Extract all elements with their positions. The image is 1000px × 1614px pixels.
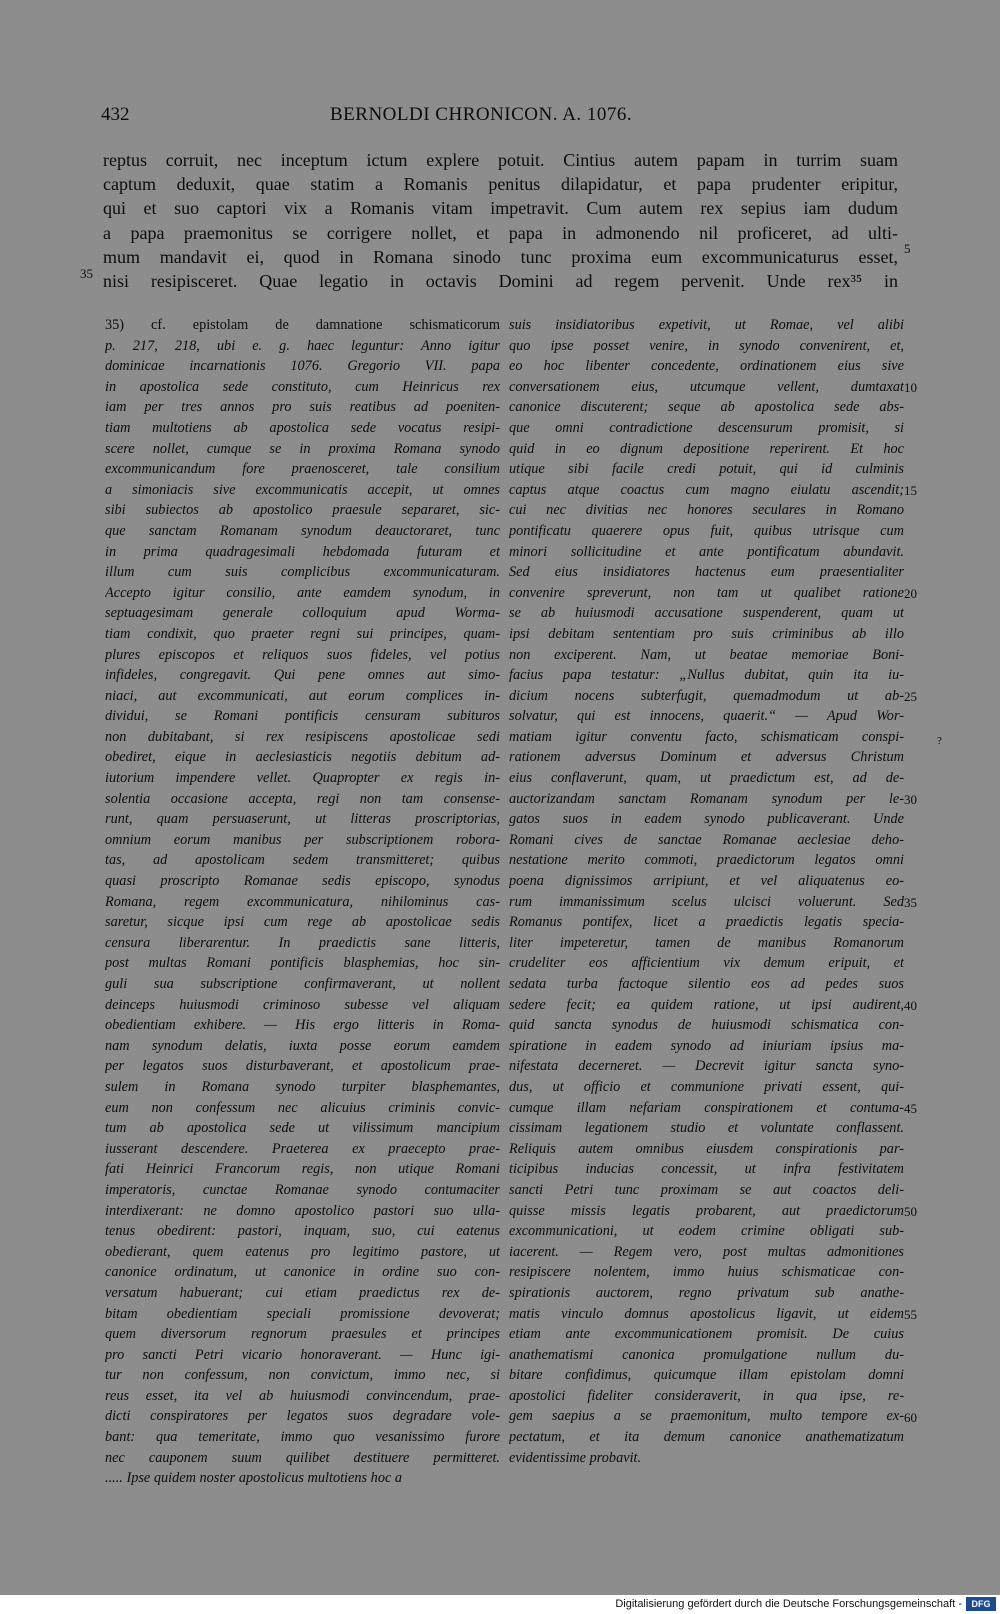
footnote-line: minori sollicitudine et ante pontificatum abundavit. xyxy=(509,543,904,560)
footnote-line: sedere fecit; ea quidem ratione, ut ipsi audirent, xyxy=(509,996,904,1013)
footnote-line: scere nollet, cumque se in proxima Romana synodo xyxy=(105,440,500,457)
footnote-line: crudeliter eos afficientium vix demum eripuit, et xyxy=(509,955,904,972)
footnote-line: per legatos suos disturbaverant, et apostolicum prae- xyxy=(105,1058,500,1075)
footnote-line: dicti conspiratores per legatos suos degradare vole- xyxy=(105,1408,500,1425)
footnote-line: que omni contradictione descensurum promisit, si xyxy=(509,419,904,436)
footnote-line: nec cauponem suum quilibet destituere permitteret. xyxy=(105,1449,500,1466)
footnote-line: dus, ut officio et communione privati essent, qui- xyxy=(509,1078,904,1095)
footnote-line: solentia occasione accepta, regi non tam consense- xyxy=(105,790,500,807)
footnote-line: in prima quadragesimali hebdomada futuram et xyxy=(105,543,500,560)
footnote-line: cissimam legationem studio et voluntate conflassent. xyxy=(509,1120,904,1137)
footnote-line: nifestata decerneret. — Decrevit igitur sancta syno- xyxy=(509,1058,904,1075)
footnote-line: gem saepius a se praemonitum, multo tempore ex- xyxy=(509,1408,904,1425)
footnote-line: spiratione in eadem synodo ad iniuriam ipsius ma- xyxy=(509,1037,904,1054)
margin-line-number: 30 xyxy=(904,791,917,807)
footnote-line: iacerent. — Regem vero, post multas admonitiones xyxy=(509,1243,904,1260)
footnote-line: facius papa testatur: „Nullus dubitat, quin ita iu- xyxy=(509,667,904,684)
footnote-line: ipsi debitam sententiam pro suis criminibus ab illo xyxy=(509,625,904,642)
footnote-line: in apostolica sede constituto, cum Heinricus rex xyxy=(105,378,500,395)
footnote-line: runt, quam persuaserunt, ut litteras proscriptorias, xyxy=(105,811,500,828)
footnote-column-left xyxy=(105,315,500,1489)
footnote-line: suis insidiatoribus expetivit, ut Romae, vel alibi xyxy=(509,317,904,333)
footnote-line: tenus obedirent: pastori, inquam, suo, cui eatenus xyxy=(105,1223,500,1240)
footnote-line: reus esset, ita vel ab huiusmodi convincendum, prae- xyxy=(105,1387,500,1404)
footnote-line: quid sancta synodus de huiusmodi schismatica con- xyxy=(509,1017,904,1034)
footnote-line: illum cum suis complicibus excommunicaturam. xyxy=(105,564,500,581)
footnote-line: sancti Petri tunc proximam se aut coactos deli- xyxy=(509,1181,904,1198)
footnote-line: captus atque coactus cum magno eiulatu ascendit; xyxy=(509,481,904,498)
footnote-line: bant: qua temeritate, immo quo vesanissimo furore xyxy=(105,1429,500,1446)
footnote-line: septuagesimam generale colloquium apud Worma- xyxy=(105,605,500,622)
footnote-line: dicium nocens subterfugit, quemadmodum ut ab- xyxy=(509,687,904,704)
footnote-line: quid in eo dignum depositione reperirent. Et hoc xyxy=(509,440,904,457)
margin-number-left: 35 xyxy=(80,266,93,281)
footnote-line: matis vinculo domnus apostolicus ligavit, ut eidem xyxy=(509,1305,904,1322)
footnote-line: matiam igitur conventu facto, schismaticam conspi- xyxy=(509,728,904,745)
footnote-line: plures episcopos et reliquos suos fideles, vel potius xyxy=(105,646,500,663)
footnote-line: deinceps huiusmodi criminoso subesse vel aliquam xyxy=(105,996,500,1013)
main-text-line: a papa praemonitus se corrigere nollet, et papa in admonendo nil proficeret, ad ulti- xyxy=(103,222,898,243)
footnote-line: ticipibus inducias concessit, ut infra festivitatem xyxy=(509,1161,904,1178)
margin-line-number: 60 xyxy=(904,1409,917,1425)
footnote-line: iutorium impendere vellet. Quapropter ex regis in- xyxy=(105,770,500,787)
footnote-line: resipiscere nolentem, immo huius schismaticae con- xyxy=(509,1264,904,1281)
footnote-line: versatum habuerant; cui etiam praedictus rex de- xyxy=(105,1284,500,1301)
footnote-line: obediret, eique in aeclesiasticis negotiis debitum ad- xyxy=(105,749,500,766)
footnote-line: quasi proscripto Romanae sedis episcopo, synodus xyxy=(105,873,500,890)
footnote-column-right xyxy=(509,315,904,1468)
footnote-line: quem diversorum regnorum praesules et principes xyxy=(105,1326,500,1343)
margin-number-right: 5 xyxy=(904,241,911,256)
footnote-line: liter impeteretur, tamen de manibus Romanorum xyxy=(509,934,904,951)
footnote-line: guli sua subscriptione confirmaverant, ut nollent xyxy=(105,976,500,992)
page-header xyxy=(0,104,1000,130)
footer-bar xyxy=(0,1595,1000,1614)
footnote-line: poena dignissimos arripiunt, et vel aliquatenus eo- xyxy=(509,873,904,890)
footnote-line: sedata turba factoque silentio eos ad pedes suos xyxy=(509,976,904,992)
footnote-line: quo ipse posset venire, in synodo convenirent, et, xyxy=(509,337,904,354)
main-text-line: nisi resipisceret. Quae legatio in octavis Domini ad regem pervenit. Unde rex³⁵ in xyxy=(103,270,898,291)
footnote-line: infideles, congregavit. Qui pene omnes aut simo- xyxy=(105,667,500,684)
footnote-line: sibi subiectos ab apostolico praesule separaret, sic- xyxy=(105,502,500,519)
margin-line-number: 10 xyxy=(904,379,917,395)
running-title: BERNOLDI CHRONICON. A. 1076. xyxy=(330,104,633,125)
footnote-line: saretur, sicque ipsi cum rege ab apostolicae sedis xyxy=(105,914,500,931)
footnote-line: gatos suos in eadem synodo publicaverant. Unde xyxy=(509,811,904,828)
footnote-line: conversationem eius, utcumque vellent, dumtaxat xyxy=(509,378,904,395)
footnote-line: interdixerant: ne domno apostolico pastori suo ulla- xyxy=(105,1202,500,1219)
footnote-line: tum ab apostolica sede ut vilissimum mancipium xyxy=(105,1120,500,1137)
footnote-line: cui nec divitias nec honores seculares in Romano xyxy=(509,502,904,519)
footnote-line: Romanus pontifex, licet a praedictis legatis specia- xyxy=(509,914,904,931)
footnote-line: dividui, se Romani pontificis censuram subituros xyxy=(105,708,500,725)
footnote-line: iusserant descendere. Praeterea ex praecepto prae- xyxy=(105,1140,500,1157)
footnote-line: tiam condixit, quo praeter regni sui principes, quam- xyxy=(105,625,500,642)
margin-mark: ? xyxy=(937,735,942,747)
footnote-line: fati Heinrici Francorum regis, non utique Romani xyxy=(105,1161,500,1178)
footnote-line: pectatum, et ita demum canonice anathematizatum xyxy=(509,1429,904,1446)
main-text-line: captum deduxit, quae statim a Romanis penitus dilapidatur, et papa prudenter eripitur, xyxy=(103,174,898,195)
footnote-line: tas, ad apostolicam sedem transmitteret; quibus xyxy=(105,852,500,869)
footnote-line: quisse missis legatis probarent, aut praedictorum xyxy=(509,1202,904,1219)
footnote-line: iam per tres annos pro suis reatibus ad poeniten- xyxy=(105,399,500,416)
footnote-line: canonice ordinatum, ut canonice in ordine suo con- xyxy=(105,1264,500,1281)
footnote-line: niaci, aut excommunicati, aut eorum complices in- xyxy=(105,687,500,704)
footnote-line: omnium eorum manibus per subscriptionem robora- xyxy=(105,831,500,848)
margin-line-number: 20 xyxy=(904,585,917,601)
footnote-line: eius conflaverunt, quam, ut praedictum est, ad de- xyxy=(509,770,904,787)
margin-line-number: 55 xyxy=(904,1306,917,1322)
footnote-line: sulem in Romana synodo turpiter blasphemantes, xyxy=(105,1078,500,1095)
footnote-line: post multas Romani pontificis blasphemias, hoc sin- xyxy=(105,955,500,972)
footnote-line: tiam multotiens ab apostolica sede vocatus resipi- xyxy=(105,419,500,436)
footnote-line: anathematismi canonica promulgatione nullum du- xyxy=(509,1346,904,1363)
footnote-line: nam synodum delatis, iuxta posse eorum eamdem xyxy=(105,1037,500,1054)
footnote-line: nestatione merito commoti, praedictorum legatos omni xyxy=(509,852,904,869)
dfg-logo: DFG xyxy=(966,1597,996,1611)
footnote-line: ..... Ipse quidem noster apostolicus multotiens hoc a xyxy=(105,1470,403,1487)
footnote-line: eo hoc libenter concedente, ordinationem eius sive xyxy=(509,358,904,375)
footnote-line: apostolici fideliter consideraverit, in qua ipse, re- xyxy=(509,1387,904,1404)
footnote-line: se ab huiusmodi accusatione suspenderent, quam ut xyxy=(509,605,904,622)
footnote-line: a simoniacis sive excommunicatis accepit, ut omnes xyxy=(105,481,500,498)
footnote-line: eum non confessum nec alicuius criminis convic- xyxy=(105,1099,500,1116)
footnote-line: imperatoris, cunctae Romanae synodo contumaciter xyxy=(105,1181,500,1198)
footnote-line: convenire spreverunt, non tam ut qualibet ratione xyxy=(509,584,904,601)
footnote-line: excommunicationi, ut eodem crimine obligati sub- xyxy=(509,1223,904,1240)
footnote-line: p. 217, 218, ubi e. g. haec leguntur: Anno igitur xyxy=(105,337,500,354)
page-number: 432 xyxy=(101,104,130,125)
footnote-line: Reliquis autem omnibus eiusdem conspirationis par- xyxy=(509,1140,904,1157)
footnote-line: utique sibi facile credi potuit, qui id culminis xyxy=(509,461,904,478)
footnote-line: canonice discuterent; seque ab apostolica sede abs- xyxy=(509,399,904,416)
footnote-line: bitare confidimus, quicumque illam epistolam domni xyxy=(509,1367,904,1384)
footnote-line: auctorizandam sanctam Romanam synodum per le- xyxy=(509,790,904,807)
main-text-block xyxy=(103,148,898,293)
footnote-line: censura liberarentur. In praedictis sane litteris, xyxy=(105,934,500,951)
footnote-line: Romani cives de sanctae Romanae aeclesiae deho- xyxy=(509,831,904,848)
margin-line-number: 15 xyxy=(904,482,917,498)
main-text-line: reptus corruit, nec inceptum ictum explere potuit. Cintius autem papam in turrim suam xyxy=(103,150,898,170)
footnote-line: obedierant, quem eatenus pro legitimo pastore, ut xyxy=(105,1243,500,1260)
footnote-line: evidentissime probavit. xyxy=(509,1449,642,1466)
footnote-line: Accepto igitur consilio, ante eamdem synodum, in xyxy=(105,584,500,601)
footnote-line: que sanctam Romanam synodum deauctoraret, tunc xyxy=(105,522,500,539)
main-text-line: mum mandavit ei, quod in Romana sinodo tunc proxima eum excommunicaturus esset, xyxy=(103,246,898,267)
footnote-line: excommunicandum fore praenosceret, tale consilium xyxy=(105,461,500,478)
footnote-line: pontificatu quaerere opus fuit, quibus utrisque cum xyxy=(509,522,904,539)
footnote-line: Romana, regem excommunicatura, nihilominus cas- xyxy=(105,893,500,910)
digitization-credit: Digitalisierung gefördert durch die Deutsche Forschungsgemeinschaft - xyxy=(615,1598,962,1610)
footnote-line: non dubitabant, si rex resipiscens apostolicae sedi xyxy=(105,728,500,745)
footnote-line: solvatur, qui est innocens, quaerit.“ — Apud Wor- xyxy=(509,708,904,725)
margin-line-number: 35 xyxy=(904,894,917,910)
main-text-line: qui et suo captori vix a Romanis vitam impetravit. Cum autem rex sepius iam dudum xyxy=(103,198,898,219)
footnote-line: cumque illam nefariam conspirationem et contuma- xyxy=(509,1099,904,1116)
footnote-line: rum immanissimum scelus ulcisci voluerunt. Sed xyxy=(509,893,904,910)
footnote-line: Sed eius insidiatores hactenus eum praesentialiter xyxy=(509,564,904,581)
footnote-line: 35) cf. epistolam de damnatione schismaticorum xyxy=(105,317,500,333)
footnote-line: bitam obedientiam speciali promissione devoverat; xyxy=(105,1305,500,1322)
margin-line-number: 50 xyxy=(904,1203,917,1219)
footnote-line: spirationis auctorem, regno privatum sub anathe- xyxy=(509,1284,904,1301)
margin-line-number: 40 xyxy=(904,997,917,1013)
footnote-line: etiam ante excommunicationem promisit. De cuius xyxy=(509,1326,904,1343)
footnote-line: dominicae incarnationis 1076. Gregorio VII. papa xyxy=(105,358,500,375)
margin-line-number: 25 xyxy=(904,688,917,704)
margin-line-number: 45 xyxy=(904,1100,917,1116)
footnote-line: non exciperent. Nam, ut beatae memoriae Boni- xyxy=(509,646,904,663)
footnote-line: rationem adversus Dominum et adversus Christum xyxy=(509,749,904,766)
footnote-line: pro sancti Petri vicario honoraverant. — Hunc igi- xyxy=(105,1346,500,1363)
footnote-line: tur non confessum, non convictum, immo nec, si xyxy=(105,1367,500,1384)
footnote-line: obedientiam exhibere. — His ergo litteris in Roma- xyxy=(105,1017,500,1034)
